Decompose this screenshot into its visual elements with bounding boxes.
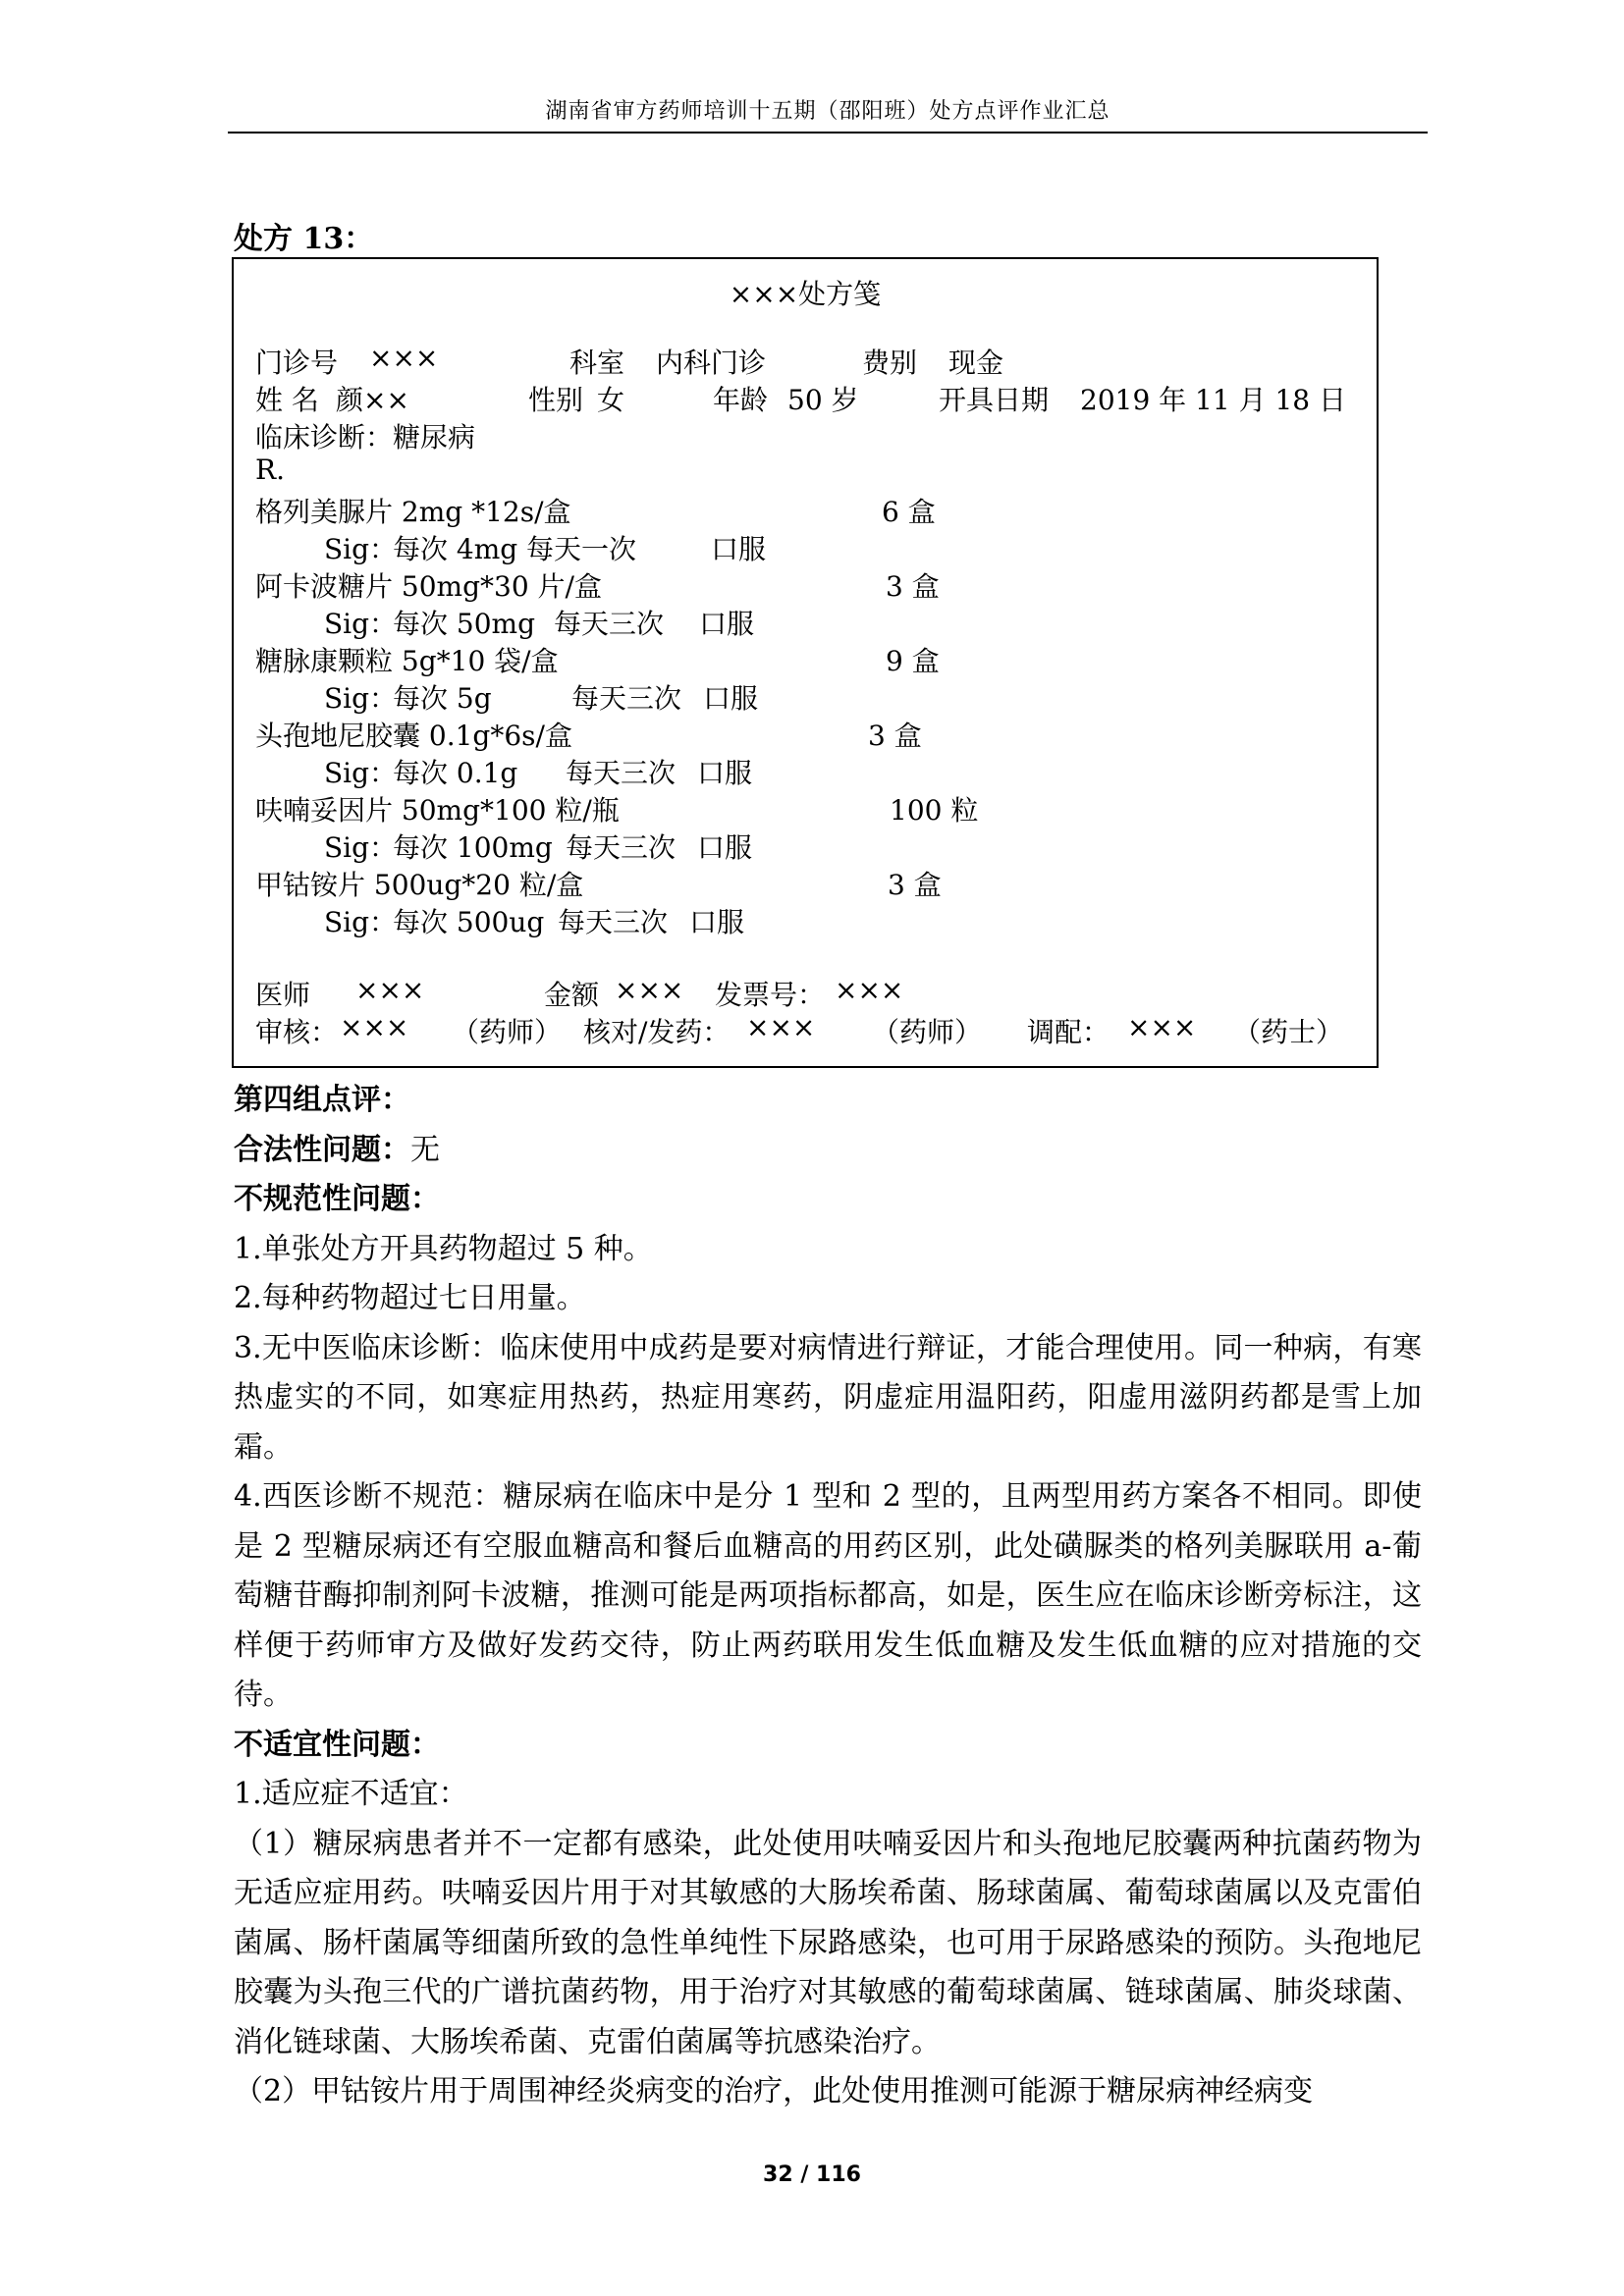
legality-label: 合法性问题： [234, 1132, 410, 1167]
check-label: 核对/发药： [583, 1016, 731, 1048]
header-rule [228, 132, 1428, 133]
doctor: ××× [355, 974, 425, 1006]
dept-label: 科室 [569, 347, 625, 379]
drug-sig-label: Sig： [324, 608, 398, 640]
drug-qty: 3 盒 [888, 869, 942, 901]
dept: 内科门诊 [656, 347, 767, 379]
clinic-no: ××× [369, 342, 439, 374]
drug-name: 糖脉康颗粒 5g*10 袋/盒 [255, 645, 559, 677]
drug-freq: 每天一次 [526, 533, 637, 565]
drug-sig-label: Sig： [324, 533, 398, 565]
age: 50 岁 [787, 384, 859, 416]
dispense: ××× [1127, 1011, 1197, 1043]
drug-route: 口服 [699, 608, 755, 640]
review-comments [234, 1076, 1422, 2117]
drug-sig-label: Sig： [324, 757, 398, 789]
drug-sig-label: Sig： [324, 906, 398, 938]
review-role: （药师） [452, 1016, 563, 1048]
nonstandard-item: 4.西医诊断不规范：糖尿病在临床中是分 1 型和 2 型的，且两型用药方案各不相同。即使是 2 型糖尿病还有空服血糖高和餐后血糖高的用药区别，此处磺脲类的格列美脲联用 a-葡萄糖苷酶抑制剂阿卡波糖，推测可能是两项指标都高，如是，医生应在临床诊断旁标注，这样便于药师审方及做好发药交待，防止两药联用发生低血糖及发生低血糖的应对措施的交待。 [234, 1479, 1422, 1712]
drug-dose: 每次 0.1g [393, 757, 518, 789]
drug-route: 口服 [703, 682, 759, 715]
drug-qty: 9 盒 [886, 645, 940, 677]
invoice-label: 发票号： [715, 979, 826, 1011]
drug-dose: 每次 500ug [393, 906, 545, 938]
drug-qty: 3 盒 [886, 570, 940, 603]
drug-sig-label: Sig： [324, 831, 398, 864]
drug-freq: 每天三次 [571, 682, 682, 715]
review-label: 审核： [255, 1016, 339, 1048]
nonstandard-item: 3.无中医临床诊断：临床使用中成药是要对病情进行辩证，才能合理使用。同一种病，有寒热虚实的不同，如寒症用热药，热症用寒药，阴虚症用温阳药，阳虚用滋阴药都是雪上加霜。 [234, 1330, 1422, 1465]
sex: 女 [597, 384, 625, 416]
doctor-label: 医师 [255, 979, 311, 1011]
dispense-label: 调配： [1027, 1016, 1110, 1048]
nonstandard-item: 1.单张处方开具药物超过 5 种。 [234, 1231, 653, 1266]
drug-route: 口服 [711, 533, 767, 565]
drug-route: 口服 [689, 906, 745, 938]
dispense-role: （药士） [1233, 1016, 1344, 1048]
date-label: 开具日期 [939, 384, 1050, 416]
page-number: 32 / 116 [763, 2163, 861, 2187]
inappropriate-item: （2）甲钴铵片用于周围神经炎病变的治疗，此处使用推测可能源于糖尿病神经病变 [234, 2074, 1314, 2109]
prescription-title: 处方 13： [234, 222, 374, 256]
legality-value: 无 [410, 1132, 440, 1167]
age-label: 年龄 [713, 384, 769, 416]
clinic-no-label: 门诊号 [255, 347, 339, 379]
drug-qty: 100 粒 [890, 794, 979, 827]
nonstandard-item: 2.每种药物超过七日用量。 [234, 1281, 586, 1315]
drug-freq: 每天三次 [554, 608, 665, 640]
drug-freq: 每天三次 [558, 906, 669, 938]
drug-route: 口服 [697, 757, 753, 789]
amount: ××× [615, 974, 684, 1006]
drug-qty: 3 盒 [868, 720, 922, 752]
drug-dose: 每次 5g [393, 682, 492, 715]
name-label: 姓 名 [255, 384, 319, 416]
drug-freq: 每天三次 [566, 831, 677, 864]
drug-route: 口服 [697, 831, 753, 864]
prescription-form-title: ×××处方笺 [729, 278, 882, 310]
drug-dose: 每次 4mg [393, 533, 518, 565]
drug-sig-label: Sig： [324, 682, 398, 715]
invoice: ××× [835, 974, 904, 1006]
nonstandard-heading: 不规范性问题： [234, 1182, 440, 1216]
drug-dose: 每次 50mg [393, 608, 536, 640]
drug-freq: 每天三次 [566, 757, 677, 789]
drug-dose: 每次 100mg [393, 831, 553, 864]
diagnosis: 临床诊断：糖尿病 [255, 421, 476, 454]
prescription-form [232, 257, 1379, 1068]
fee: 现金 [948, 347, 1004, 379]
patient-name: 颜×× [336, 384, 409, 416]
page-header: 湖南省审方药师培训十五期（邵阳班）处方点评作业汇总 [545, 99, 1110, 124]
legality-line [234, 1126, 1422, 1176]
group-heading: 第四组点评： [234, 1083, 410, 1117]
amount-label: 金额 [544, 979, 600, 1011]
drug-name: 甲钴铵片 500ug*20 粒/盒 [255, 869, 584, 901]
review: ××× [340, 1011, 409, 1043]
fee-label: 费别 [862, 347, 918, 379]
drug-name: 阿卡波糖片 50mg*30 片/盒 [255, 570, 602, 603]
date: 2019 年 11 月 18 日 [1080, 384, 1347, 416]
drug-name: 格列美脲片 2mg *12s/盒 [255, 496, 571, 528]
sex-label: 性别 [528, 384, 584, 416]
drug-name: 呋喃妥因片 50mg*100 粒/瓶 [255, 794, 620, 827]
drug-qty: 6 盒 [882, 496, 936, 528]
drug-name: 头孢地尼胶囊 0.1g*6s/盒 [255, 720, 572, 752]
inappropriate-item: 1.适应症不适宜： [234, 1777, 468, 1811]
inappropriate-item: （1）糖尿病患者并不一定都有感染，此处使用呋喃妥因片和头孢地尼胶囊两种抗菌药物为无适应症用药。呋喃妥因片用于对其敏感的大肠埃希菌、肠球菌属、葡萄球菌属以及克雷伯菌属、肠杆菌属等细菌所致的急性单纯性下尿路感染，也可用于尿路感染的预防。头孢地尼胶囊为头孢三代的广谱抗菌药物，用于治疗对其敏感的葡萄球菌属、链球菌属、肺炎球菌、消化链球菌、大肠埃希菌、克雷伯菌属等抗感染治疗。 [234, 1826, 1422, 2059]
r-label: R. [255, 454, 285, 486]
inappropriate-heading: 不适宜性问题： [234, 1727, 440, 1762]
check-role: （药师） [872, 1016, 983, 1048]
check: ××× [746, 1011, 816, 1043]
